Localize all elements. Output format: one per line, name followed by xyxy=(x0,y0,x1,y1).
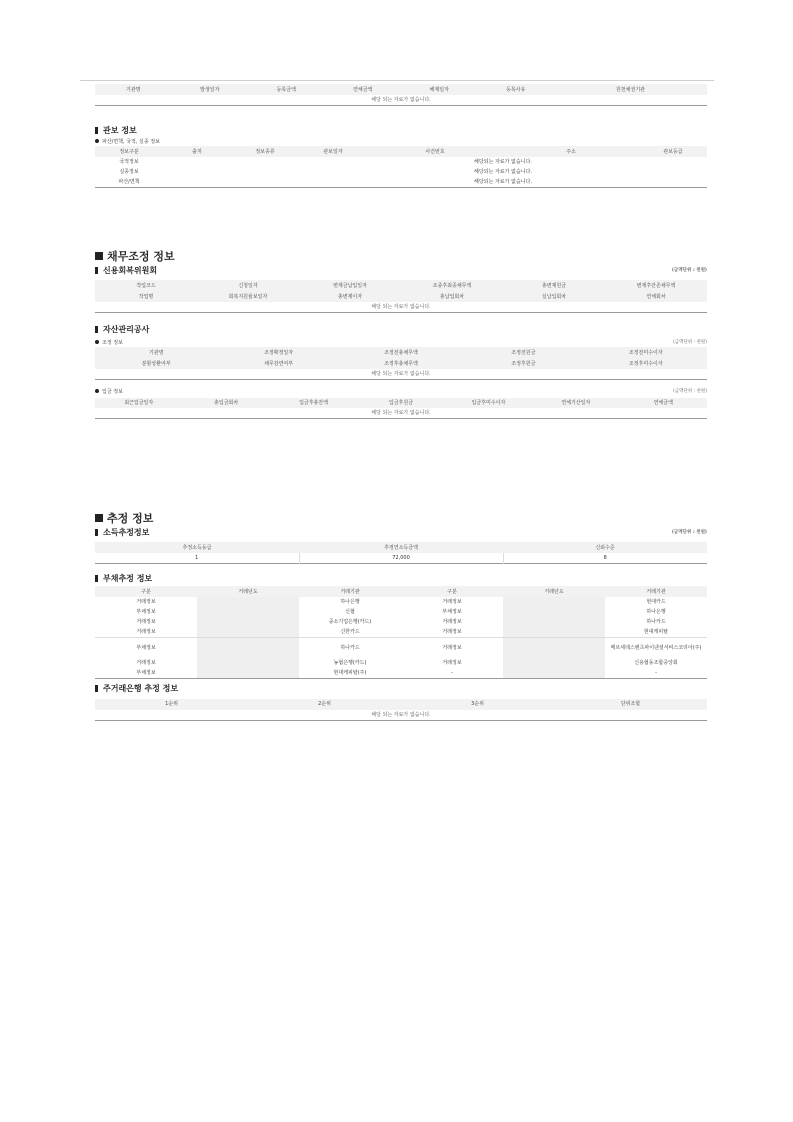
subsection-title: 부채추정 정보 xyxy=(95,572,707,584)
subsection-title: 조정 정보 (금액단위 : 천원) xyxy=(95,337,707,347)
subsection-title: 자산관리공사 xyxy=(95,323,707,335)
col-header: 기관명 xyxy=(95,84,172,95)
col-header: 등록금액 xyxy=(248,84,325,95)
section-marker-icon xyxy=(95,127,98,134)
col-header: 관보등급 xyxy=(639,146,707,157)
empty-message: 해당 되는 자료가 없습니다. xyxy=(371,711,431,718)
col-header: 정보구분 xyxy=(95,146,163,157)
redacted-cell xyxy=(503,617,605,627)
redacted-cell xyxy=(197,658,299,668)
section-marker-icon xyxy=(95,252,103,260)
table-row: 거래정보 중소기업은행(카드) 거래정보 하나카드 xyxy=(136,619,666,625)
section-marker-icon xyxy=(95,529,98,536)
col-header: 해제일자 xyxy=(401,84,478,95)
section-marker-icon xyxy=(95,267,98,274)
register-table xyxy=(95,84,707,106)
bullet-icon xyxy=(95,139,99,143)
redacted-cell xyxy=(197,638,299,658)
table-row: 거래정보 하나은행 거래정보 현대카드 xyxy=(136,599,666,605)
top-divider xyxy=(80,80,714,81)
estimate-section xyxy=(95,510,707,721)
table-row: 파산/면책 해당되는 자료가 없습니다. xyxy=(95,177,707,188)
section-title: 추정 정보 xyxy=(95,510,707,526)
credit-recovery-table: 작업코드 신청일자 변제금납입일자 조종후최종채무액 총변제원금 변제후잔존채무액 작업명 회복지원율보일자 총변제이자 총납입회차 실납입회차 연체회차 해당 되는 자료가 없습니다. xyxy=(95,280,707,313)
col-header: 사건번호 xyxy=(367,146,503,157)
table-row: 부채정보 현대캐피탈(주) - - xyxy=(95,668,707,679)
table-row: 거래정보 신한카드 거래정보 현대캐피탈 xyxy=(95,627,707,638)
redacted-cell xyxy=(503,607,605,617)
gazette-table xyxy=(95,146,707,188)
redacted-cell xyxy=(197,668,299,679)
table-row: 실종정보 해당되는 자료가 없습니다. xyxy=(119,169,532,175)
subsection-title: 주거래은행 추정 정보 xyxy=(95,683,707,695)
col-header: 관보일자 xyxy=(299,146,367,157)
bullet-icon xyxy=(95,389,99,393)
redacted-cell xyxy=(503,638,605,658)
table-row: 부채정보 신협 부채정보 하나은행 xyxy=(136,609,666,615)
col-header: 등록사유 xyxy=(478,84,555,95)
subsection-title: 신용회복위원회 (금액단위 : 천원) xyxy=(95,264,707,276)
income-table: 추정소득등급 추정연소득금액 신뢰수준 1 72,000 8 xyxy=(95,542,707,564)
empty-message: 해당 되는 자료가 없습니다. xyxy=(371,97,431,103)
redacted-cell xyxy=(503,597,605,607)
kamco-payment-table: 최근입금일자 총입금회차 입금후총잔액 입금후원금 입금후미수이자 연체기산일자 연체금액 해당 되는 자료가 없습니다. xyxy=(95,398,707,419)
subsection-title: 파산/면책, 국적, 실종 정보 xyxy=(95,136,707,146)
gazette-section xyxy=(95,124,707,188)
empty-message: 해당 되는 자료가 없습니다. xyxy=(371,410,431,416)
section-marker-icon xyxy=(95,685,98,692)
col-header: 출처 xyxy=(163,146,231,157)
col-header: 연체금액 xyxy=(325,84,402,95)
col-header: 원천채권기관 xyxy=(554,84,707,95)
empty-message: 해당 되는 자료가 없습니다. xyxy=(371,371,431,377)
col-header: 발생일자 xyxy=(172,84,249,95)
redacted-cell xyxy=(197,627,299,638)
redacted-cell xyxy=(197,617,299,627)
section-marker-icon xyxy=(95,326,98,333)
unit-note: (금액단위 : 천원) xyxy=(671,268,707,273)
col-header: 정보종류 xyxy=(231,146,299,157)
main-bank-table: 1순위 2순위 3순위 단위조합 해당 되는 자료가 없습니다. xyxy=(95,699,707,721)
section-marker-icon xyxy=(95,575,98,582)
section-title: 관보 정보 xyxy=(95,124,707,136)
redacted-cell xyxy=(503,668,605,679)
col-header: 주소 xyxy=(503,146,639,157)
table-row: 국적정보 해당되는 자료가 없습니다. xyxy=(119,159,532,165)
section-marker-icon xyxy=(95,514,103,522)
redacted-cell xyxy=(197,597,299,607)
empty-message: 해당 되는 자료가 없습니다. xyxy=(371,304,431,310)
kamco-adjust-table: 기관명 조정확정일자 조정전총채무액 조정전원금 조정전미수이자 분할상환여부 채무감면여부 조정후총채무액 조정후원금 조정후미수이자 해당 되는 자료가 없습니다. xyxy=(95,347,707,380)
table-row: 거래정보 농협은행(카드) 거래정보 신용협동조합중앙회 xyxy=(136,659,678,666)
debt-adjustment-section xyxy=(95,248,707,419)
subsection-title: 입금 정보 (금액단위 : 천원) xyxy=(95,386,707,396)
bullet-icon xyxy=(95,340,99,344)
liability-table: 구분 거래년도 거래기관 구분 거래년도 거래기관 거래정보 하나은행 거래정보 현대카드 부채정보 신협 부채정보 하나은행 거래정보 중소기업은행(카드) 거래정보 하나카드 거래정보 신한카드 거래정보 현대캐피탈 부채정보 하나카드 거래정보 메르세데스벤츠파이낸셜서비스코리아(주) 거래정보 농협은행(카드) 거래정보 신용협동조합중앙회 부채정보 현대캐피탈(주) - - xyxy=(95,586,707,679)
redacted-cell xyxy=(503,658,605,668)
table-row: 부채정보 하나카드 거래정보 메르세데스벤츠파이낸셜서비스코리아(주) xyxy=(95,638,707,658)
redacted-cell xyxy=(503,627,605,638)
subsection-title: 소득추정정보 (금액단위 : 천원) xyxy=(95,526,707,538)
redacted-cell xyxy=(197,607,299,617)
section-title: 채무조정 정보 xyxy=(95,248,707,264)
